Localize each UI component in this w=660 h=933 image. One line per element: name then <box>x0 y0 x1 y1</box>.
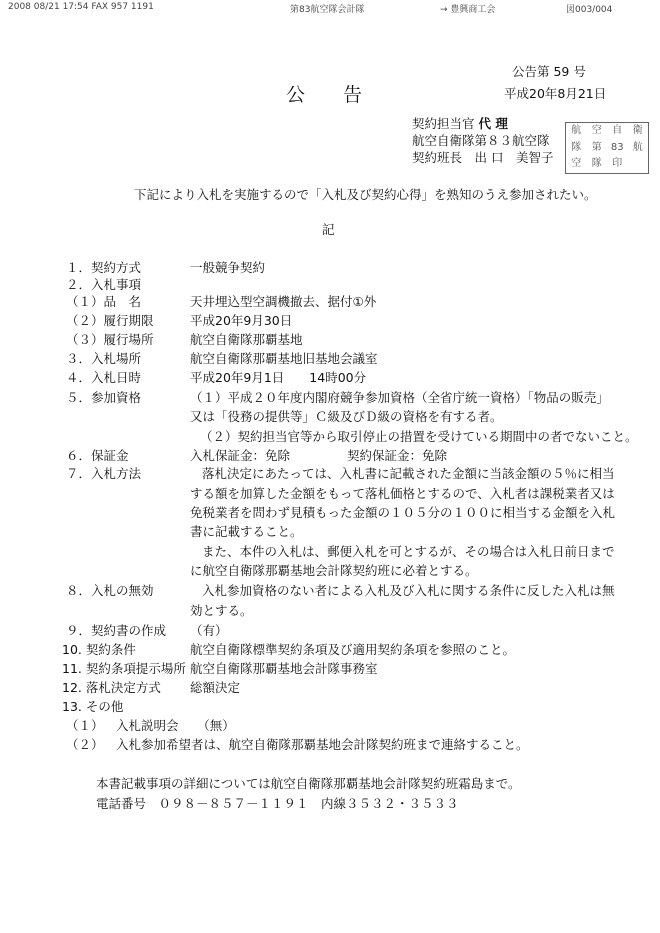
official-seal: 航 空 自 衛 隊 第 83 航 空 隊 印 <box>565 122 649 174</box>
bid-deposit: 入札保証金：免除 <box>190 448 291 463</box>
other-value: 入札説明会 （無） <box>116 718 235 733</box>
notice-date: 平成20年8月21日 <box>504 86 607 101</box>
item-label: ４．入札日時 <box>66 370 142 385</box>
item-value: 航空自衛隊標準契約条項及び適用契約条項を参照のこと。 <box>190 642 516 657</box>
issuer-line1 <box>412 116 508 132</box>
item-value: 平成20年9月1日 14時00分 <box>190 370 367 385</box>
method-line: する額を加算した金額をもって落札価格とするので、入札者は課税業者又は <box>190 486 615 501</box>
item-label: （２）履行期限 <box>66 313 154 328</box>
item-value: （有） <box>190 623 228 638</box>
item-label: １．契約方式 <box>66 260 142 275</box>
item-label: （３）履行場所 <box>66 332 154 347</box>
invalid-line: 入札参加資格のない者による入札及び入札に関する条件に反した入札は無 <box>202 583 615 598</box>
ki-heading: 記 <box>322 222 335 237</box>
method-line: 書に記載すること。 <box>190 524 303 539</box>
footer-phone: 電話番号 ０９８－８５７－１１９１ 内線３５３２・３５３３ <box>96 796 459 811</box>
item-value: 航空自衛隊那覇基地旧基地会議室 <box>190 351 378 366</box>
invalid-label: ８．入札の無効 <box>66 583 154 598</box>
notice-number: 公告第 59 号 <box>512 64 586 79</box>
method-line: 免税業者を問わず見積もった金額の１０５分の１００に相当する金額を入札 <box>190 505 616 520</box>
issuer-line2: 航空自衛隊第８３航空隊 <box>412 133 550 148</box>
item-value: 航空自衛隊那覇基地 <box>190 332 303 347</box>
issuer-deputy: 代 理 <box>478 116 508 131</box>
method-line: 落札決定にあたっては、入札書に記載された金額に当該金額の５％に相当 <box>202 466 615 481</box>
method-line: また、本件の入札は、郵便入札を可とするが、その場合は入札日前日まで <box>202 544 615 559</box>
qualification-line: 又は「役務の提供等」Ｃ級及びＤ級の資格を有する者。 <box>190 409 503 424</box>
page-title: 公 告 <box>286 84 363 106</box>
fax-header-center: 第83航空隊会計隊 <box>290 5 365 15</box>
fax-header-right: → 豊興商工会 <box>440 5 496 15</box>
fax-header-left: 2008 08/21 17:54 FAX 957 1191 <box>8 2 154 12</box>
qualification-line: （１）平成２０年度内閣府競争参加資格（全省庁統一資格）「物品の販売」 <box>190 390 609 405</box>
item-value: 平成20年9月30日 <box>190 313 293 328</box>
item-value: 総額決定 <box>190 680 241 695</box>
other-label: （２） <box>66 737 104 752</box>
item-label: ３．入札場所 <box>66 351 142 366</box>
item-value: 一般競争契約 <box>190 260 266 275</box>
footer-contact: 本書記載事項の詳細については航空自衛隊那覇基地会計隊契約班霜島まで。 <box>96 776 521 791</box>
item-label: ９．契約書の作成 <box>66 623 167 638</box>
other-value: 入札参加希望者は、航空自衛隊那覇基地会計隊契約班まで連絡すること。 <box>116 737 529 752</box>
method-label: ７．入札方法 <box>66 466 142 481</box>
item-value: 天井埋込型空調機撤去、据付①外 <box>190 294 377 309</box>
issuer-line3: 契約班長 出 口 美智子 <box>412 150 554 165</box>
issuer-role: 契約担当官 <box>412 116 475 131</box>
item-label: 10. 契約条件 <box>62 642 136 657</box>
item-label: （１）品 名 <box>66 294 142 309</box>
fax-header-page: 図003/004 <box>566 5 613 15</box>
deposit-label: ６．保証金 <box>66 448 129 463</box>
other-label: （１） <box>66 718 104 733</box>
qualification-line: （２）契約担当官等から取引停止の措置を受けている期間中の者でないこと。 <box>200 429 638 444</box>
item-label: 13. その他 <box>62 699 124 714</box>
item-label: 11. 契約条項提示場所 <box>62 661 186 676</box>
item-label: 12. 落札決定方式 <box>62 680 161 695</box>
method-line: に航空自衛隊那覇基地会計隊契約班に必着とする。 <box>190 563 478 578</box>
intro-text: 下記により入札を実施するので「入札及び契約心得」を熟知のうえ参加されたい。 <box>134 187 597 202</box>
contract-deposit: 契約保証金：免除 <box>347 448 448 463</box>
qualification-label: ５．参加資格 <box>66 390 142 405</box>
invalid-line: 効とする。 <box>190 603 253 618</box>
item-value: 航空自衛隊那覇基地会計隊事務室 <box>190 661 378 676</box>
item-label: ２．入札事項 <box>66 277 142 292</box>
